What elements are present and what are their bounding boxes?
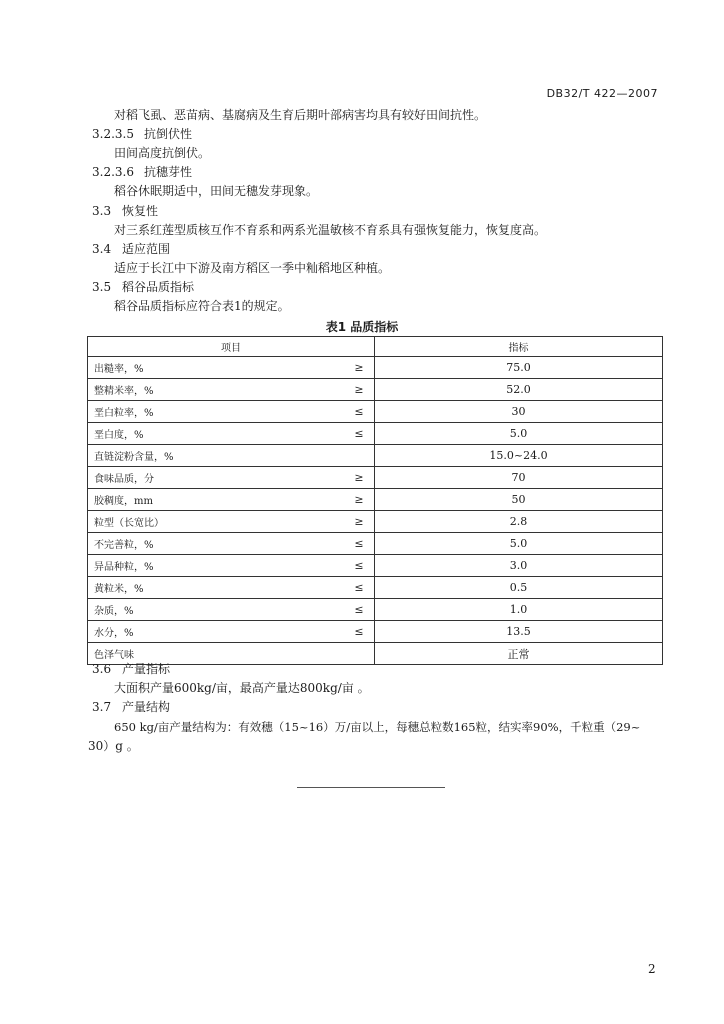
section-3-2-3-6-body: 稻谷休眠期适中，田间无穗发芽现象。 xyxy=(114,184,319,198)
table-row xyxy=(88,511,663,533)
row-item: 食味品质，分 xyxy=(88,467,345,489)
row-value: 70 xyxy=(375,467,663,489)
section-number: 3.2.3.6 xyxy=(92,165,134,179)
table-row xyxy=(88,489,663,511)
row-item: 水分，% xyxy=(88,621,345,643)
section-number: 3.3 xyxy=(92,204,112,218)
row-value: 75.0 xyxy=(375,357,663,379)
section-3-7-heading xyxy=(92,699,170,715)
row-operator: ≤ xyxy=(344,555,375,577)
row-operator: ≥ xyxy=(344,467,375,489)
section-3-5-heading xyxy=(92,279,194,295)
row-item: 不完善粒，% xyxy=(88,533,345,555)
section-3-5-body: 稻谷品质指标应符合表1的规定。 xyxy=(114,299,290,313)
table-row xyxy=(88,467,663,489)
section-3-4-heading xyxy=(92,241,170,257)
section-title: 产量结构 xyxy=(122,700,171,714)
row-value: 1.0 xyxy=(375,599,663,621)
header-value: 指标 xyxy=(375,337,663,357)
row-value: 52.0 xyxy=(375,379,663,401)
section-3-2-3-5-body: 田间高度抗倒伏。 xyxy=(114,146,211,160)
row-item: 胶稠度，mm xyxy=(88,489,345,511)
row-value: 5.0 xyxy=(375,533,663,555)
row-value: 2.8 xyxy=(375,511,663,533)
row-operator: ≥ xyxy=(344,379,375,401)
row-item: 出糙率，% xyxy=(88,357,345,379)
row-operator: ≥ xyxy=(344,511,375,533)
section-number: 3.4 xyxy=(92,242,112,256)
section-title: 抗穗芽性 xyxy=(144,165,193,179)
row-item: 异品种粒，% xyxy=(88,555,345,577)
table-title: 表1 品质指标 xyxy=(325,320,399,334)
document-code: DB32/T 422—2007 xyxy=(546,87,658,100)
header-item: 项目 xyxy=(88,337,375,357)
section-title: 产量指标 xyxy=(122,662,171,676)
row-value: 0.5 xyxy=(375,577,663,599)
row-value: 15.0~24.0 xyxy=(375,445,663,467)
quality-index-table xyxy=(87,336,663,665)
row-operator: ≥ xyxy=(344,489,375,511)
section-3-3-heading xyxy=(92,203,158,219)
section-title: 抗倒伏性 xyxy=(144,127,193,141)
section-3-7-body-line1: 650 kg/亩产量结构为：有效穗（15~16）万/亩以上，每穗总粒数165粒，结实率90%，千粒重（29~ xyxy=(114,720,641,734)
row-item: 垩白粒率，% xyxy=(88,401,345,423)
section-3-3-body: 对三系红莲型质核互作不育系和两系光温敏核不育系具有强恢复能力，恢复度高。 xyxy=(114,223,547,237)
row-operator: ≤ xyxy=(344,401,375,423)
table-header-row xyxy=(88,337,663,357)
row-item: 直链淀粉含量，% xyxy=(88,445,375,467)
row-value: 13.5 xyxy=(375,621,663,643)
row-value: 50 xyxy=(375,489,663,511)
row-operator: ≤ xyxy=(344,533,375,555)
section-3-2-3-5-heading xyxy=(92,126,192,142)
table-row xyxy=(88,599,663,621)
section-3-6-heading xyxy=(92,661,170,677)
section-3-6-body: 大面积产量600kg/亩，最高产量达800kg/亩 。 xyxy=(114,681,370,695)
end-rule xyxy=(297,787,445,788)
resistance-text: 对稻飞虱、恶苗病、基腐病及生育后期叶部病害均具有较好田间抗性。 xyxy=(114,108,487,122)
table-row xyxy=(88,555,663,577)
section-number: 3.6 xyxy=(92,662,112,676)
row-item: 垩白度，% xyxy=(88,423,345,445)
row-operator: ≤ xyxy=(344,621,375,643)
row-item: 色泽气味 xyxy=(88,643,375,665)
page-number: 2 xyxy=(648,962,656,976)
row-operator: ≤ xyxy=(344,423,375,445)
section-3-4-body: 适应于长江中下游及南方稻区一季中籼稻地区种植。 xyxy=(114,261,391,275)
section-title: 适应范围 xyxy=(122,242,171,256)
table-row xyxy=(88,621,663,643)
row-value: 3.0 xyxy=(375,555,663,577)
row-operator: ≤ xyxy=(344,599,375,621)
table-row xyxy=(88,445,663,467)
row-value: 5.0 xyxy=(375,423,663,445)
table-row xyxy=(88,401,663,423)
table-row xyxy=(88,379,663,401)
table-row xyxy=(88,577,663,599)
row-operator: ≥ xyxy=(344,357,375,379)
row-value: 30 xyxy=(375,401,663,423)
table-row xyxy=(88,533,663,555)
section-title: 恢复性 xyxy=(122,204,159,218)
section-number: 3.5 xyxy=(92,280,112,294)
row-item: 黄粒米，% xyxy=(88,577,345,599)
section-3-7-body-line2: 30）g 。 xyxy=(88,739,139,753)
row-item: 粒型（长宽比） xyxy=(88,511,345,533)
section-title: 稻谷品质指标 xyxy=(122,280,195,294)
row-item: 整精米率，% xyxy=(88,379,345,401)
section-3-2-3-6-heading xyxy=(92,164,192,180)
section-number: 3.7 xyxy=(92,700,112,714)
table-row xyxy=(88,357,663,379)
row-item: 杂质，% xyxy=(88,599,345,621)
row-value: 正常 xyxy=(375,643,663,665)
row-operator: ≤ xyxy=(344,577,375,599)
table-row xyxy=(88,423,663,445)
section-number: 3.2.3.5 xyxy=(92,127,134,141)
table-row xyxy=(88,643,663,665)
